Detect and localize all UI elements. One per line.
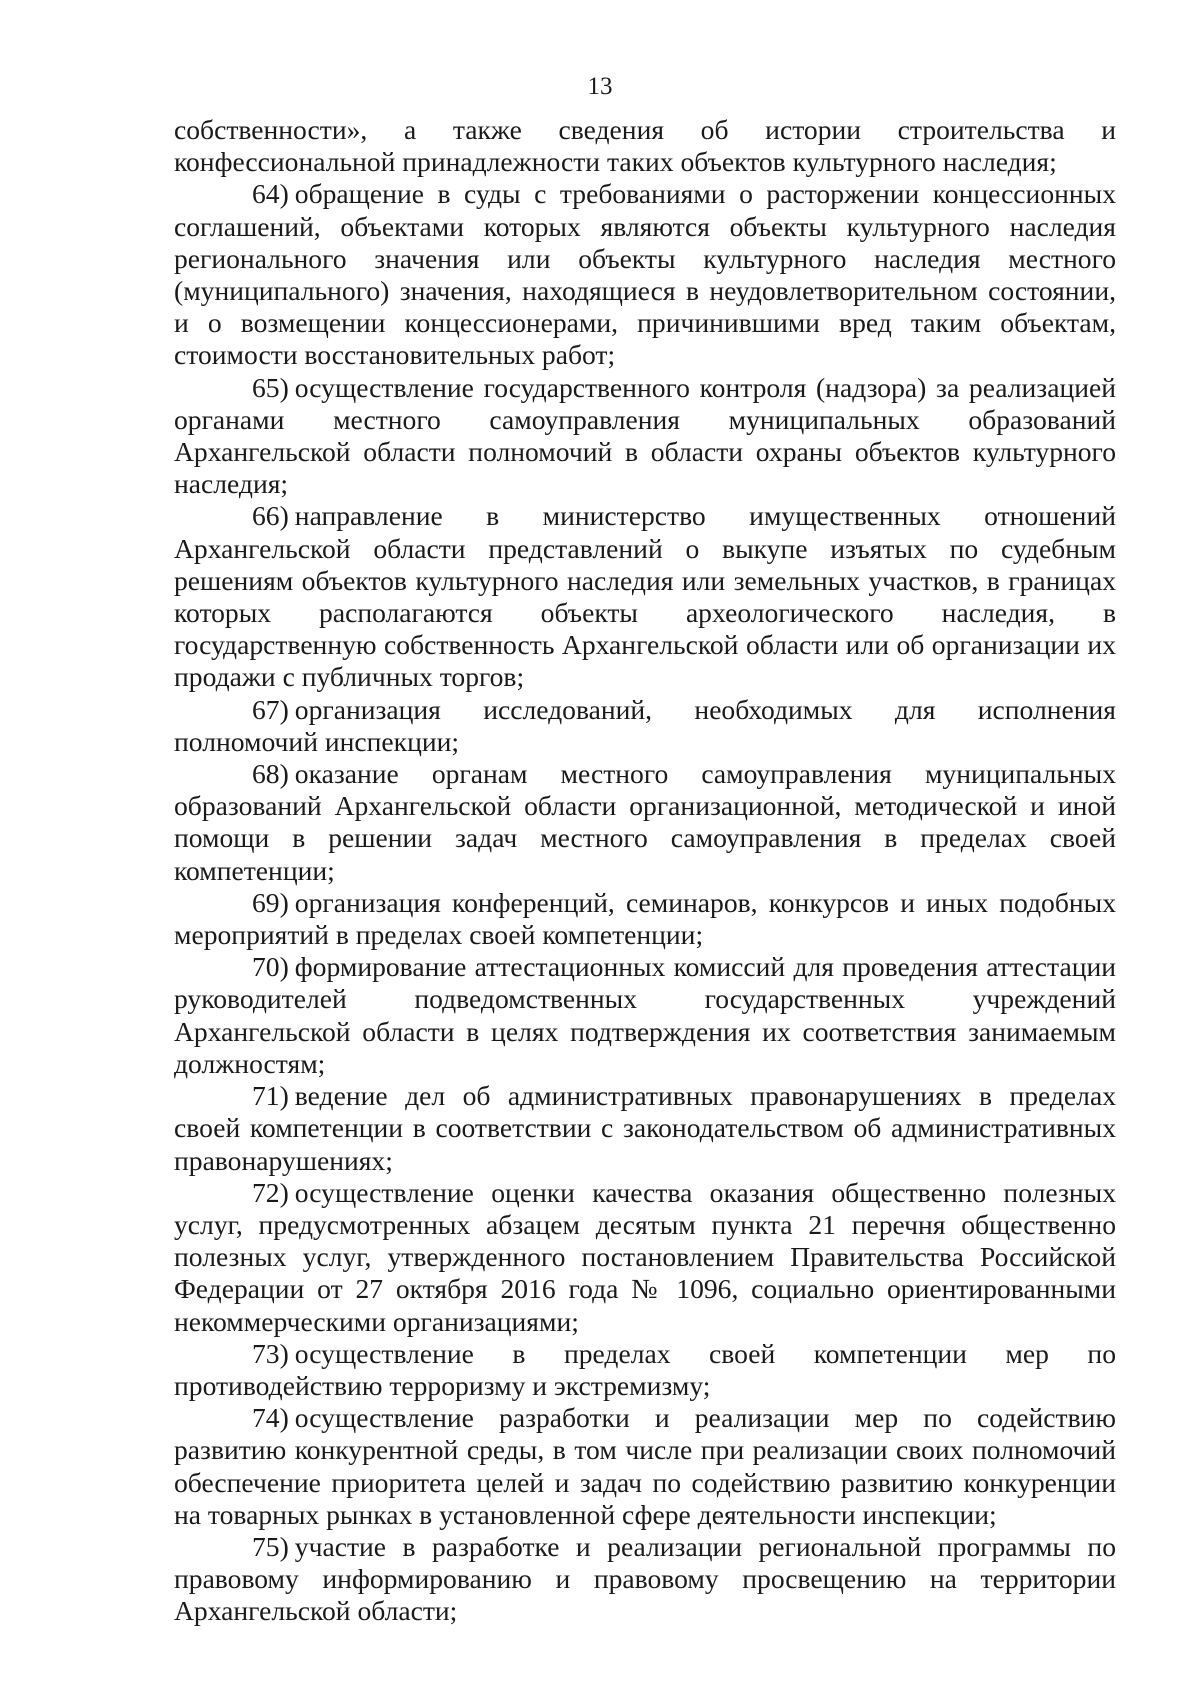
item-text: осуществление государственного контроля (надзора) за реализацией органами местного самоуправления муниципальных образований Архангельской области полномочий в области охраны объектов культурного наследия; (174, 371, 1116, 500)
list-item (174, 758, 1116, 887)
intro-paragraph: собственности», а также сведения об истории строительства и конфессиональной принадлежности таких объектов культурного наследия; (174, 114, 1116, 178)
page-number: 13 (587, 73, 613, 100)
list-item (174, 1177, 1116, 1338)
item-number: 74) (252, 1402, 289, 1434)
item-text: организация конференций, семинаров, конкурсов и иных подобных мероприятий в пределах своей компетенции; (174, 886, 1116, 951)
item-text: оказание органам местного самоуправления муниципальных образований Архангельской области организационной, методической и иной помощи в решении задач местного самоуправления в пределах своей компетенции; (174, 758, 1116, 886)
item-text: осуществление разработки и реализации мер по содействию развитию конкурентной среды, в том числе при реализации своих полномочий обеспечение приоритета целей и задач по содействию развитию конкуренции на товарных рынках в установленной сфере деятельности инспекции; (174, 1402, 1116, 1530)
item-number: 67) (252, 693, 289, 725)
item-number: 65) (252, 371, 289, 403)
item-text: осуществление оценки качества оказания общественно полезных услуг, предусмотренных абзацем десятым пункта 21 перечня общественно полезных услуг, утвержденного постановлением Правительства Российской Федерации от 27 октября 2016 года № 1096, социально ориентированными некоммерческими организациями; (174, 1176, 1116, 1337)
item-text: направление в министерство имущественных отношений Архангельской области представлений о выкупе изъятых по судебным решениям объектов культурного наследия или земельных участков, в границах которых располагаются объекты археологического наследия, в государственную собственность Архангельской области или об организации их продажи с публичных торгов; (174, 500, 1116, 693)
item-number: 70) (252, 951, 289, 983)
item-number: 71) (252, 1080, 289, 1112)
item-number: 75) (252, 1530, 289, 1562)
list-item (174, 694, 1116, 758)
list-item (174, 1080, 1116, 1177)
list-item (174, 1402, 1116, 1531)
item-number: 69) (252, 886, 289, 918)
list-item (174, 372, 1116, 501)
item-text: ведение дел об административных правонарушениях в пределах своей компетенции в соответствии с законодательством об административных правонарушениях; (174, 1080, 1116, 1176)
item-text: обращение в суды с требованиями о расторжении концессионных соглашений, объектами которых являются объекты культурного наследия регионального значения или объекты культурного наследия местного (муниципального) значения, находящиеся в неудовлетворительном состоянии, и о возмещении концессионерами, причинившими вред таким объектам, стоимости восстановительных работ; (174, 178, 1116, 371)
item-number: 64) (252, 178, 289, 210)
item-number: 68) (252, 758, 289, 790)
list-item (174, 1531, 1116, 1628)
list-item (174, 951, 1116, 1080)
item-text: участие в разработке и реализации региональной программы по правовому информированию и правовому просвещению на территории Архангельской области; (174, 1530, 1116, 1627)
item-text: организация исследований, необходимых для исполнения полномочий инспекции; (174, 693, 1116, 757)
item-text: осуществление в пределах своей компетенции мер по противодействию терроризму и экстремизму; (174, 1337, 1116, 1401)
item-number: 72) (252, 1176, 289, 1208)
list-item (174, 500, 1116, 693)
document-body (174, 114, 1116, 1628)
list-item (174, 1338, 1116, 1402)
list-item (174, 178, 1116, 371)
item-number: 73) (252, 1337, 289, 1369)
list-item (174, 887, 1116, 951)
item-text: формирование аттестационных комиссий для проведения аттестации руководителей подведомственных государственных учреждений Архангельской области в целях подтверждения их соответствия занимаемым должностям; (174, 951, 1116, 1079)
item-number: 66) (252, 500, 289, 532)
